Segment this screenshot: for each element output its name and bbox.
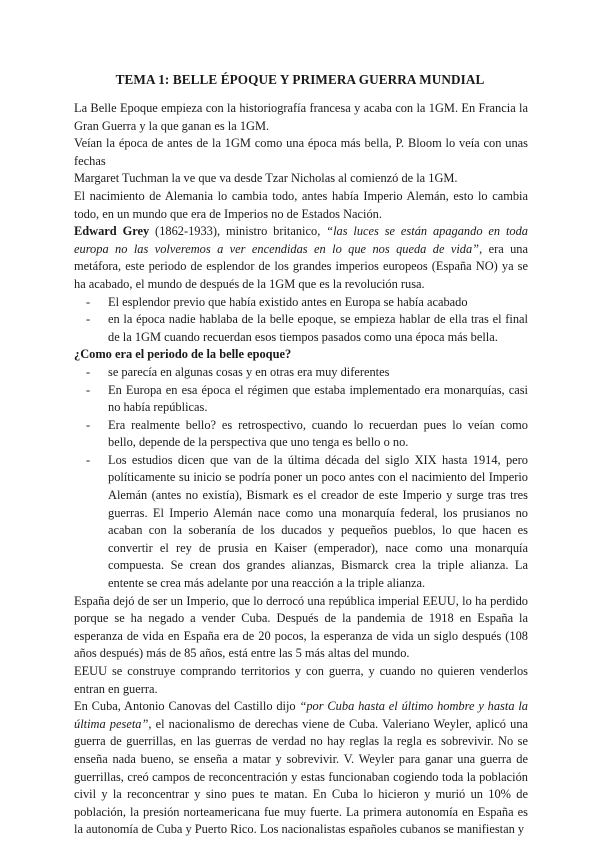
page-title: TEMA 1: BELLE ÉPOQUE Y PRIMERA GUERRA MUNDIAL (115, 72, 485, 87)
list-item: - El esplendor previo que había existido antes en Europa se había acabado (108, 294, 528, 312)
canovas-quote: “por Cuba hasta el último hombre y hasta la última peseta” (74, 699, 528, 731)
paragraph-eeuu: EEUU se construye comprando territorios y con guerra, y cuando no quieren venderlos entran en guerra. (74, 664, 528, 696)
edward-grey-dates: (1862-1933), ministro britanico, (149, 224, 327, 239)
document-body (74, 100, 528, 839)
paragraph-espana-imperio: España dejó de ser un Imperio, que lo derrocó una república imperial EEUU, lo ha perdido porque se ha negado a vender Cuba. Después de la pandemia de 1918 en España la esperanza de vida en España era de 20 pocos, la esperanza de vida un siglo después (108 años después) más de 85 años, está entre las 5 más altas del mundo. (74, 593, 528, 661)
list-item: - Era realmente bello? es retrospectivo, cuando lo recuerdan pues lo veían como bello, depende de la perspectiva que uno tenga es bello o no. (108, 417, 528, 452)
paragraph-belle-epoque-intro: La Belle Epoque empieza con la historiografía francesa y acaba con la 1GM. En Francia la Gran Guerra y la que ganan es la 1GM. (74, 101, 528, 133)
list-esplendor (74, 294, 528, 347)
list-periodo (74, 364, 528, 593)
list-item: - En Europa en esa época el régimen que estaba implementado era monarquías, casi no había repúblicas. (108, 382, 528, 417)
paragraph-bloom: Veían la época de antes de la 1GM como una época más bella, P. Bloom lo veía con unas fechas (74, 136, 528, 168)
paragraph-tuchman: Margaret Tuchman la ve que va desde Tzar Nicholas al comienzó de la 1GM. (74, 171, 458, 186)
list-item: - se parecía en algunas cosas y en otras era muy diferentes (108, 364, 528, 382)
list-item: - Los estudios dicen que van de la última década del siglo XIX hasta 1914, pero políticamente su inicio se podría poner un poco antes con el nacimiento del Imperio Alemán (antes no existía), Bismark es el creador de este Imperio y surge tras tres guerras. El Imperio Alemán nace como una monarquía federal, los prusianos no acaban con la soberanía de los ducados y pequeños pueblos, lo que hacen es convertir el rey de prusia en Kaiser (emperador), nace como una monarquía compuesta. Se crean dos grandes alianzas, Bismarck crea la triple alianza. La entente se crea más adelante por una reacción a la triple alianza. (108, 452, 528, 593)
cuba-intro: En Cuba, Antonio Canovas del Castillo dijo (74, 699, 300, 714)
section-heading: ¿Como era el periodo de la belle epoque? (74, 347, 292, 362)
list-item: - en la época nadie hablaba de la belle epoque, se empieza hablar de ella tras el final de la 1GM cuando recuerdan esos tiempos pasados como una época más bella. (108, 311, 528, 346)
cuba-rest: , el nacionalismo de derechas viene de Cuba. Valeriano Weyler, aplicó una guerra de guerrillas, en las guerras de verdad no hay reglas la regla es sobrevivir. No se enseña nada bueno, se enseña a matar y sobrevivir. V. Weyler para ganar una guerra de guerrillas, creó campos de reconcentración y estas funcionaban cogiendo toda la población civil y la reconcentrar y sino pues te matan. En Cuba lo hicieron y murió un 10% de población, la presión norteamericana fue muy fuerte. La primera autonomía en España es la autonomía de Cuba y Puerto Rico. Los nacionalistas españoles cubanos se manifiestan y (74, 716, 529, 837)
paragraph-alemania: El nacimiento de Alemania lo cambia todo, antes había Imperio Alemán, esto lo cambia todo, en un mundo que era de Imperios no de Estados Nación. (74, 188, 528, 221)
paragraph-cuba (74, 698, 528, 839)
edward-grey-quote: “las luces se están apagando en toda europa no las volveremos a ver encendidas en lo que nos queda de vida” (74, 224, 528, 256)
paragraph-edward-grey (74, 223, 528, 293)
edward-grey-name: Edward Grey (74, 224, 150, 239)
edward-grey-rest: , era una metáfora, este periodo de esplendor de los grandes imperios europeos (España NO) ya se ha acabado, el mundo de después de la 1GM que es la revolución rusa. (74, 241, 528, 291)
